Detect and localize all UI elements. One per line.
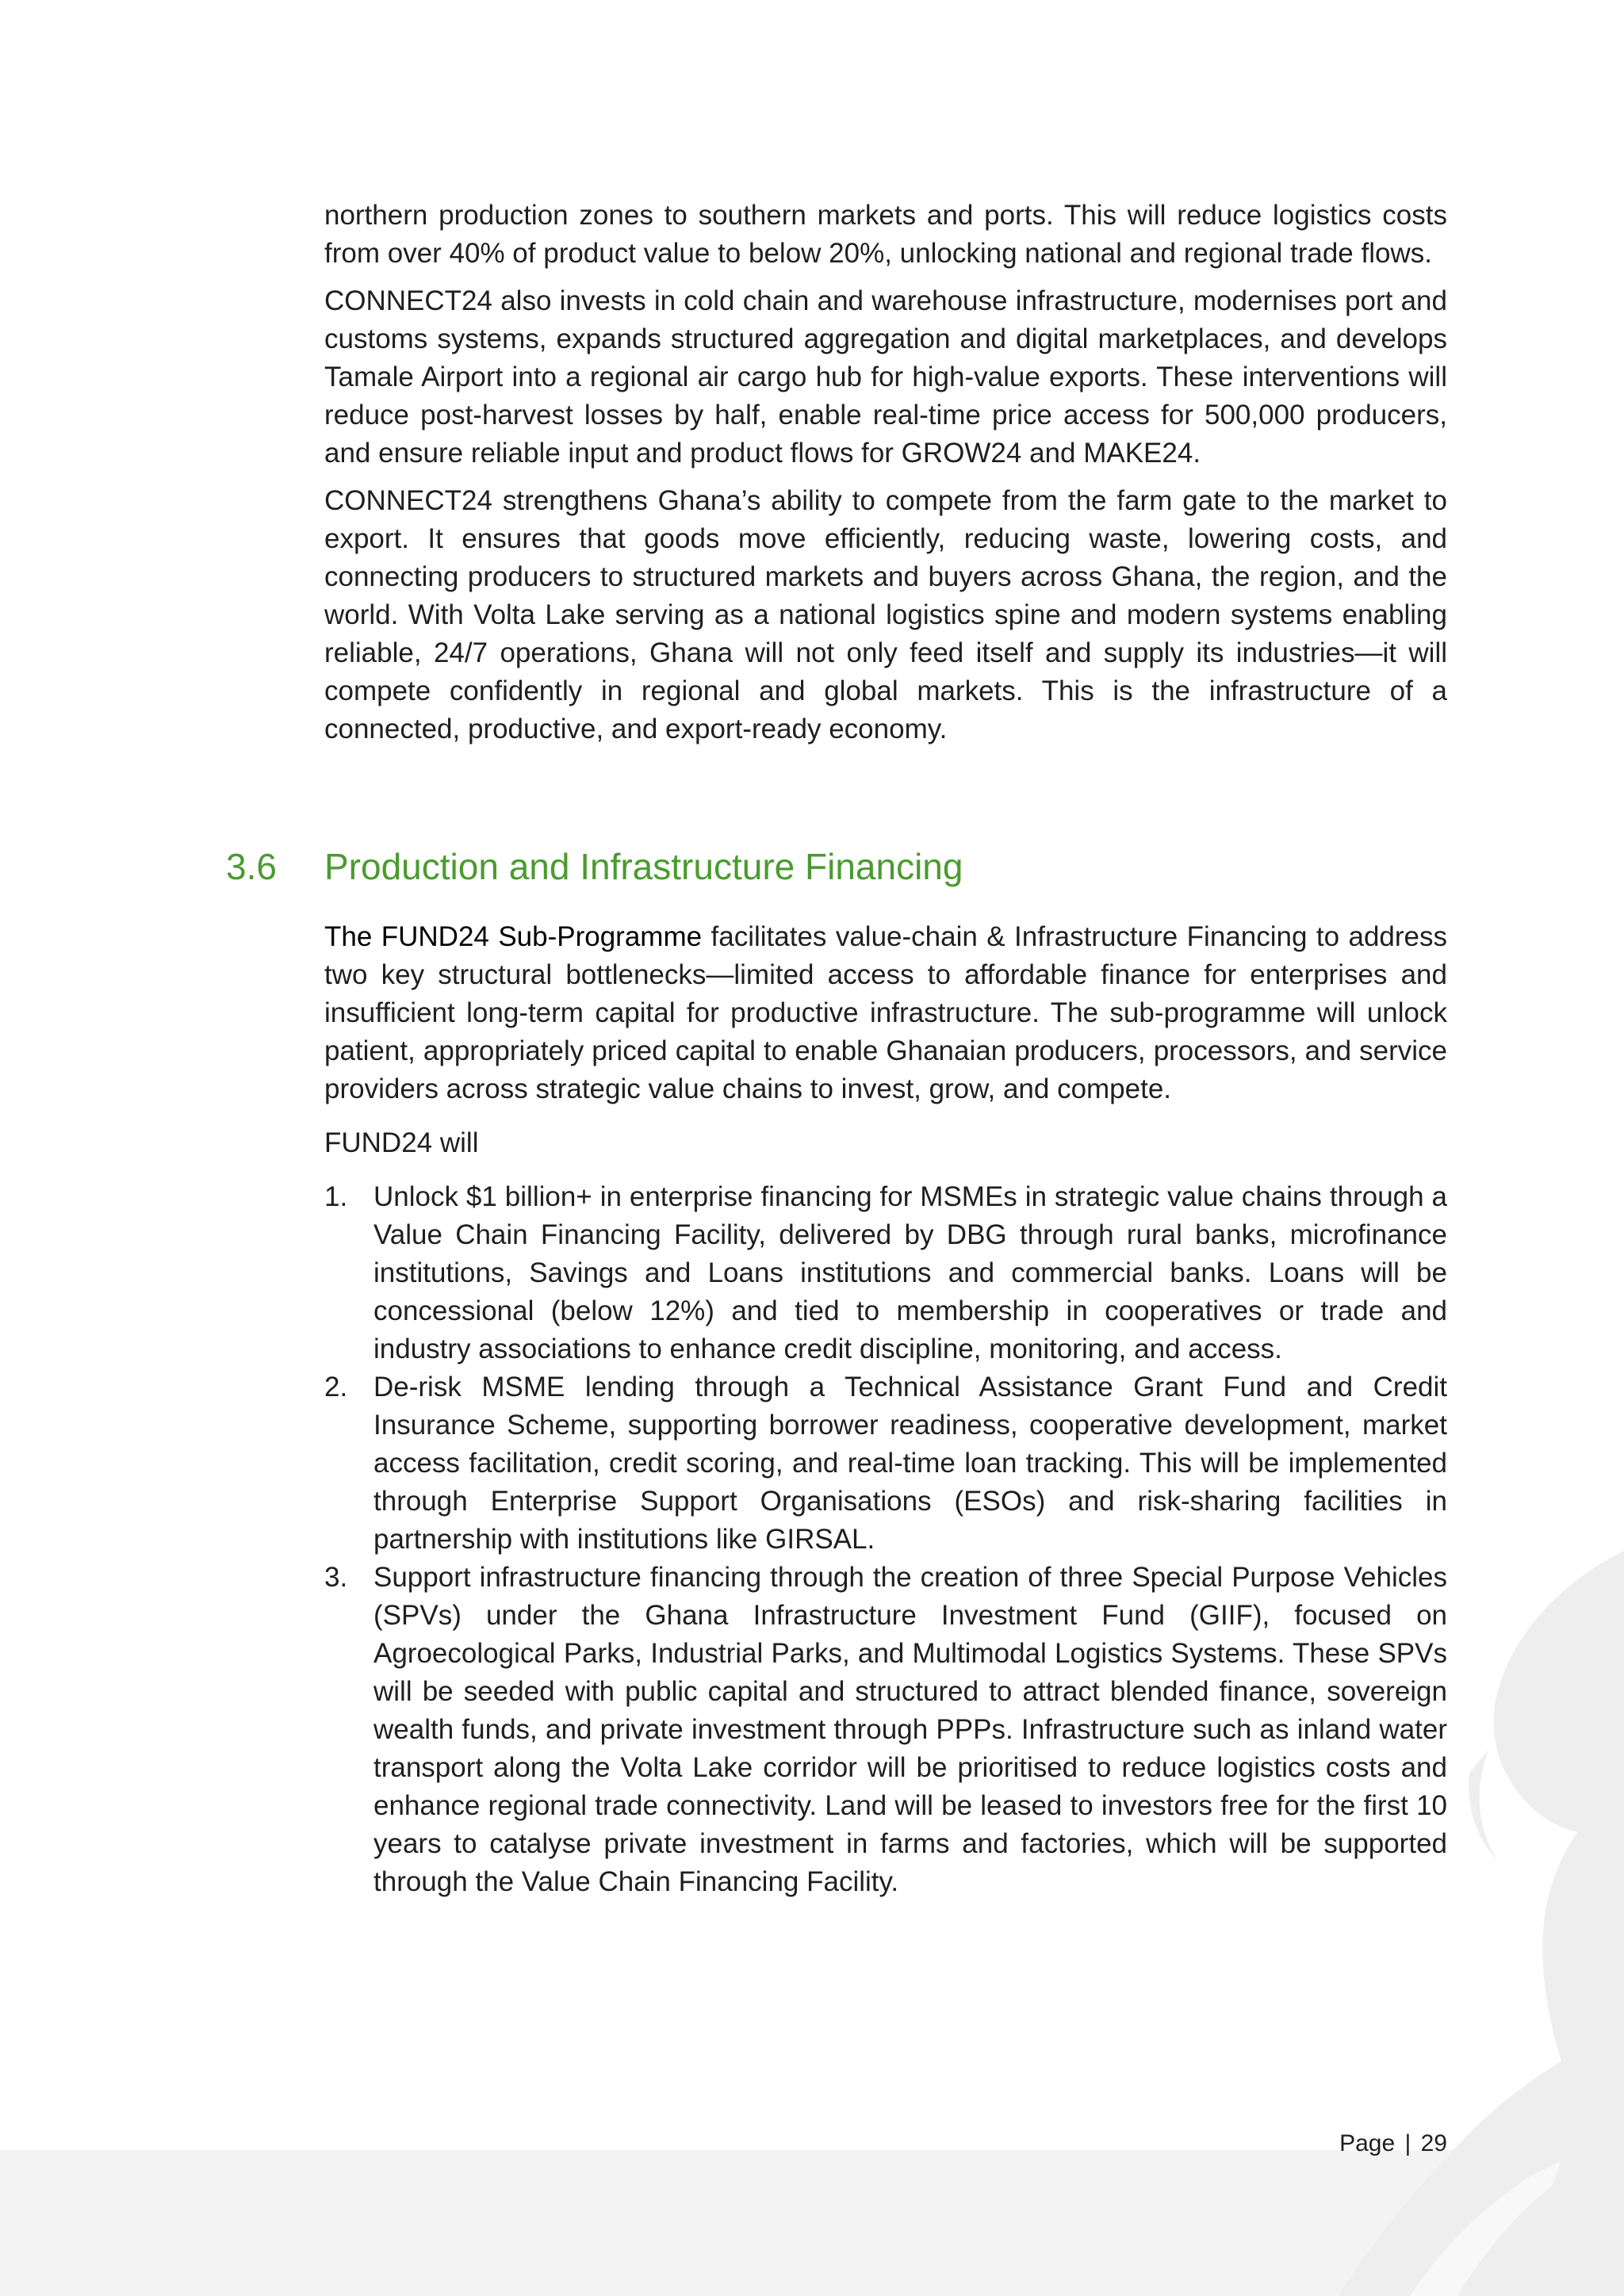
section-title: Production and Infrastructure Financing bbox=[324, 846, 963, 887]
section-number: 3.6 bbox=[226, 846, 277, 887]
list-item bbox=[324, 1178, 1447, 1368]
list-item-text: Unlock $1 billion+ in enterprise financing for MSMEs in strategic value chains through a Value Chain Financing Facility, delivered by DBG through rural banks, microfinance institutions, Savings and Loans institutions and commercial banks. Loans will be concessional (below 12%) and tied to membership in cooperatives or trade and industry associations to enhance credit discipline, monitoring, and access. bbox=[373, 1181, 1447, 1364]
page-label: Page bbox=[1339, 2130, 1396, 2156]
fund-items-list bbox=[324, 1178, 1447, 1901]
fund-intro: FUND24 will bbox=[324, 1127, 479, 1158]
page-number bbox=[1339, 2128, 1447, 2160]
list-item-marker: 1. bbox=[324, 1181, 348, 1212]
section-heading bbox=[226, 842, 1447, 891]
section-lead-paragraph bbox=[324, 918, 1447, 1108]
section-lead-bold: The FUND24 Sub-Programme bbox=[324, 921, 703, 952]
page-number-value: 29 bbox=[1420, 2130, 1447, 2156]
section-lead-rest: facilitates value-chain & Infrastructure Financing to address two key structural bottlenecks—limited access to affordable finance for enterprises and insufficient long-term capital for productive infrastructure. The sub-programme will unlock patient, appropriately priced capital to enable Ghanaian producers, processors, and service providers across strategic value chains to invest, grow, and compete. bbox=[324, 921, 1447, 1104]
intro-paragraph-3: CONNECT24 strengthens Ghana’s ability to compete from the farm gate to the market to export. It ensures that goods move efficiently, reducing waste, lowering costs, and connecting producers to structured markets and buyers across Ghana, the region, and the world. With Volta Lake serving as a national logistics spine and modern systems enabling reliable, 24/7 operations, Ghana will not only feed itself and supply its industries—it will compete confidently in regional and global markets. This is the infrastructure of a connected, productive, and export-ready economy. bbox=[324, 485, 1447, 744]
list-item bbox=[324, 1559, 1447, 1901]
page-separator: | bbox=[1404, 2130, 1411, 2156]
intro-paragraph-1: northern production zones to southern markets and ports. This will reduce logistics costs from over 40% of product value to below 20%, unlocking national and regional trade flows. bbox=[324, 200, 1447, 269]
list-item bbox=[324, 1368, 1447, 1559]
section-body bbox=[324, 918, 1447, 1901]
intro-paragraph-2: CONNECT24 also invests in cold chain and warehouse infrastructure, modernises port and customs systems, expands structured aggregation and digital marketplaces, and develops Tamale Airport into a regional air cargo hub for high-value exports. These interventions will reduce post-harvest losses by half, enable real-time price access for 500,000 producers, and ensure reliable input and product flows for GROW24 and MAKE24. bbox=[324, 285, 1447, 469]
list-item-marker: 3. bbox=[324, 1562, 348, 1593]
intro-text-block bbox=[324, 197, 1447, 758]
list-item-text: Support infrastructure financing through the creation of three Special Purpose Vehicles (SPVs) under the Ghana Infrastructure Investment Fund (GIIF), focused on Agroecological Parks, Industrial Parks, and Multimodal Logistics Systems. These SPVs will be seeded with public capital and structured to attract blended finance, sovereign wealth funds, and private investment through PPPs. Infrastructure such as inland water transport along the Volta Lake corridor will be prioritised to reduce logistics costs and enhance regional trade connectivity. Land will be leased to investors free for the first 10 years to catalyse private investment in farms and factories, which will be supported through the Value Chain Financing Facility. bbox=[373, 1562, 1447, 1897]
list-item-marker: 2. bbox=[324, 1372, 348, 1402]
list-item-text: De-risk MSME lending through a Technical Assistance Grant Fund and Credit Insurance Scheme, supporting borrower readiness, cooperative development, market access facilitation, credit scoring, and real-time loan tracking. This will be implemented through Enterprise Support Organisations (ESOs) and risk-sharing facilities in partnership with institutions like GIRSAL. bbox=[373, 1372, 1447, 1555]
